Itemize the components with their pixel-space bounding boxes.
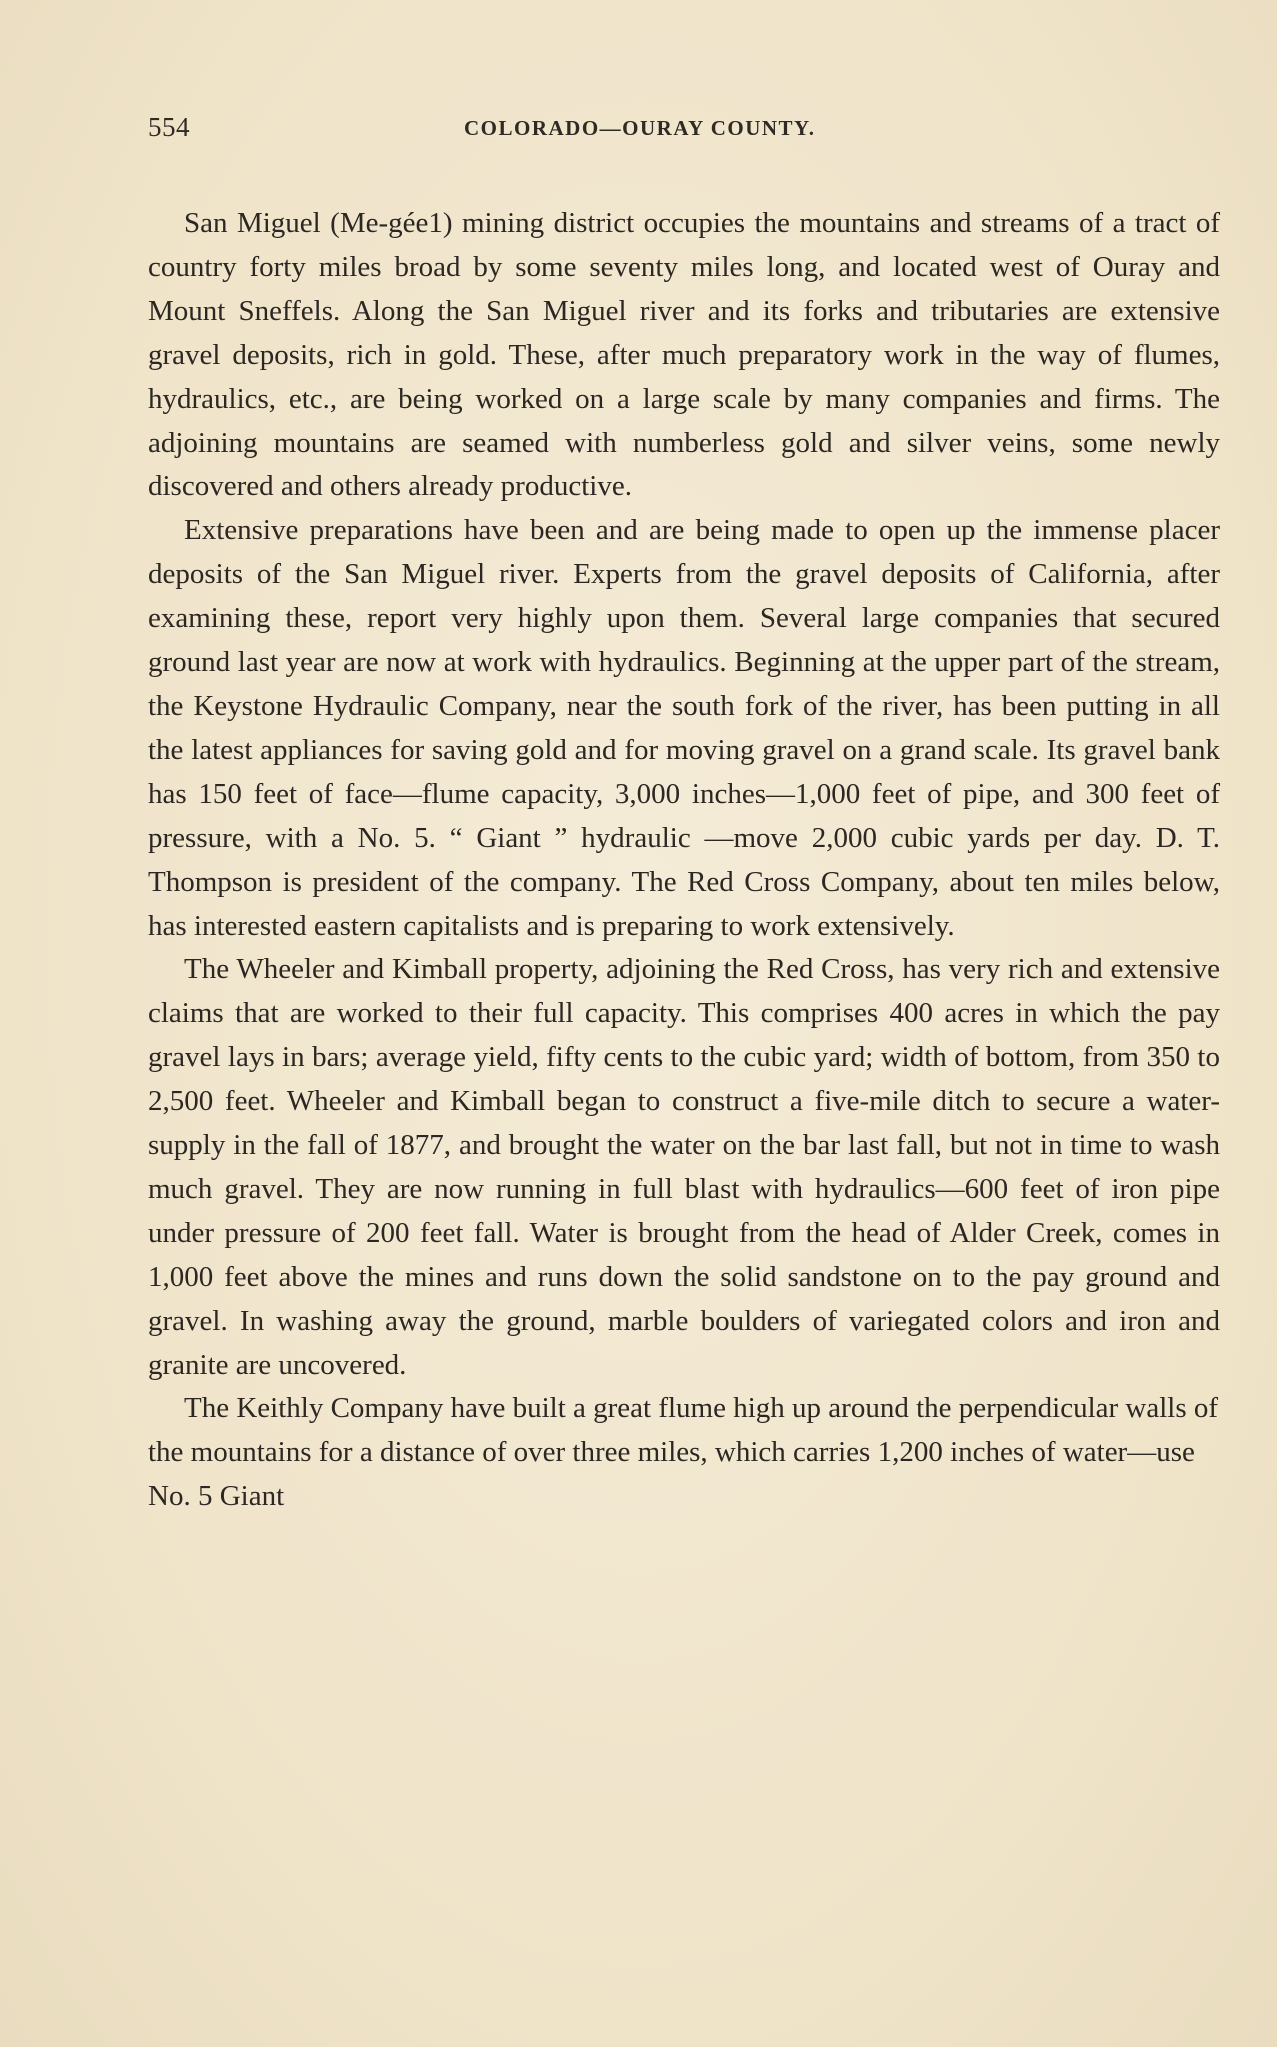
page-number: 554 xyxy=(148,112,190,142)
paragraph-san-miguel-district: San Miguel (Me-gée1) mining district occupies the mountains and streams of a tract of country forty miles broad by some seventy miles long, and located west of Ouray and Mount Sneffels. Along the San Miguel river and its forks and tributaries are extensive gravel deposits, rich in gold. These, after much preparatory work in the way of flumes, hydraulics, etc., are being worked on a large scale by many companies and firms. The adjoining mountains are seamed with numberless gold and silver veins, some newly discovered and others already productive. xyxy=(148,207,1220,503)
paragraph-placer-preparations: Extensive preparations have been and are being made to open up the immense placer deposits of the San Miguel river. Experts from the gravel deposits of California, after examining these, report very highly upon them. Several large companies that secured ground last year are now at work with hydraulics. Beginning at the upper part of the stream, the Keystone Hydraulic Company, near the south fork of the river, has been putting in all the latest appliances for saving gold and for moving gravel on a grand scale. Its gravel bank has 150 feet of face—flume capacity, 3,000 inches—1,000 feet of pipe, and 300 feet of pressure, with a No. 5. “ Giant ” hydraulic —move 2,000 cubic yards per day. D. T. Thompson is president of the company. The Red Cross Company, about ten miles below, has interested eastern capitalists and is preparing to work extensively. xyxy=(148,514,1220,942)
paragraph-keithly-company: The Keithly Company have built a great flume high up around the perpendicular walls of the mountains for a distance of over three miles, which carries 1,200 inches of water—use No. 5 Giant xyxy=(148,1392,1219,1513)
page-header xyxy=(148,112,1220,152)
paragraph-wheeler-kimball: The Wheeler and Kimball property, adjoining the Red Cross, has very rich and extensive claims that are worked to their full capacity. This comprises 400 acres in which the pay gravel lays in bars; average yield, fifty cents to the cubic yard; width of bottom, from 350 to 2,500 feet. Wheeler and Kimball began to construct a five-mile ditch to secure a water-supply in the fall of 1877, and brought the water on the bar last fall, but not in time to wash much gravel. They are now running in full blast with hydraulics—600 feet of iron pipe under pressure of 200 feet fall. Water is brought from the head of Alder Creek, comes in 1,000 feet above the mines and runs down the solid sandstone on to the pay ground and gravel. In washing away the ground, marble boulders of variegated colors and iron and granite are uncovered. xyxy=(148,953,1220,1381)
running-head: COLORADO—OURAY COUNTY. xyxy=(464,116,816,140)
body-text xyxy=(148,202,1220,1519)
